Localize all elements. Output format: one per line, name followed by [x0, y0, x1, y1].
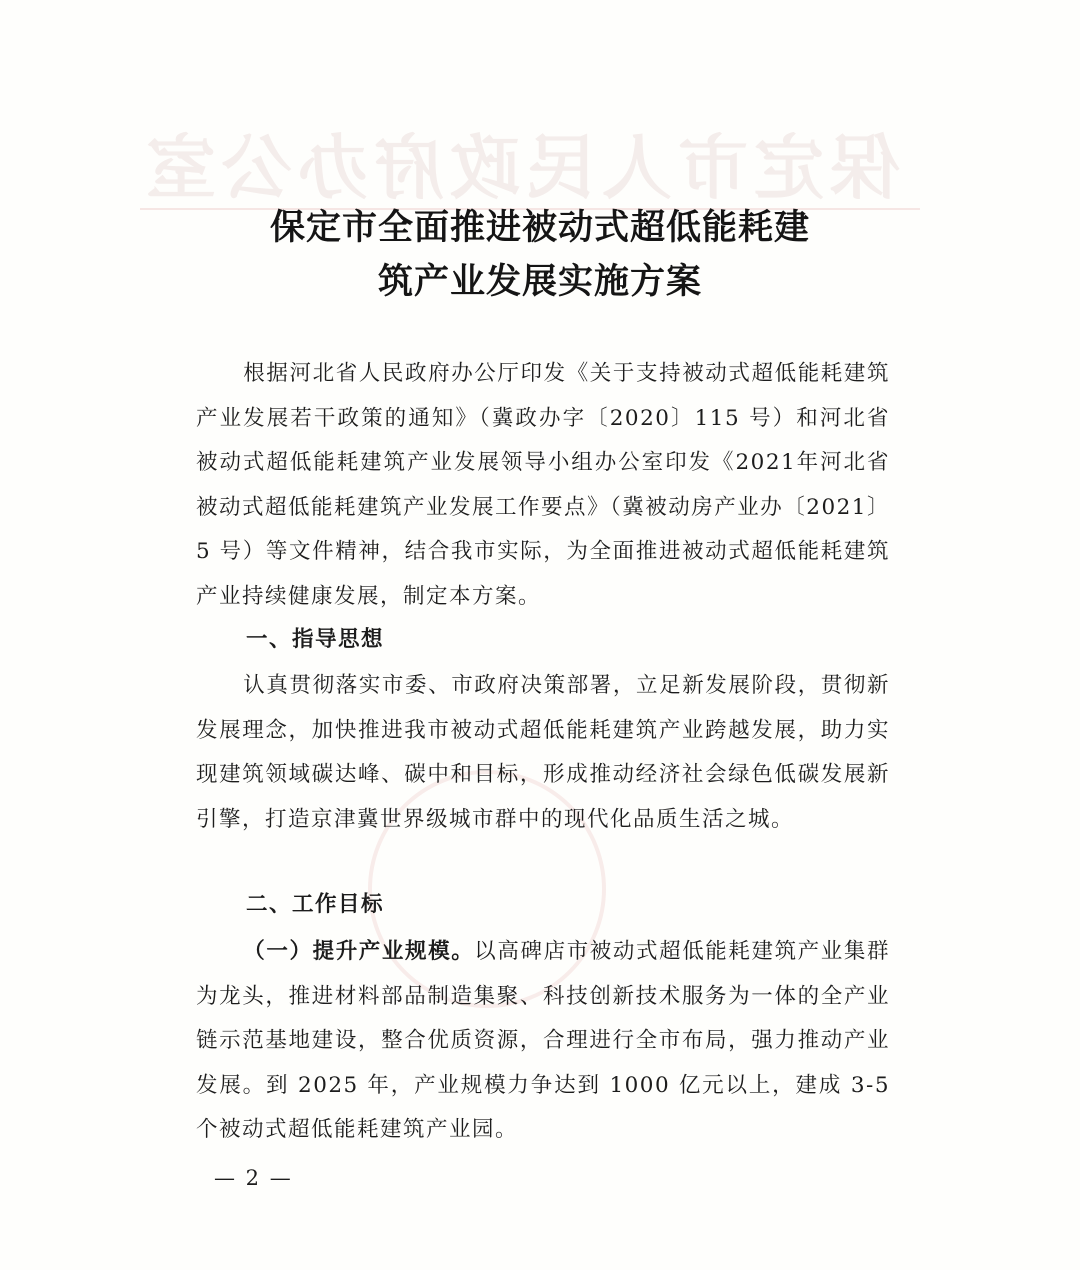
page-number: — 2 — — [214, 1166, 293, 1190]
reverse-side-bleed-through: 保定市人民政府办公室 — [140, 126, 900, 209]
document-title-line1: 保定市全面推进被动式超低能耗建 — [269, 208, 810, 248]
intro-paragraph: 根据河北省人民政府办公厅印发《关于支持被动式超低能耗建筑产业发展若干政策的通知》（冀政办字〔2020〕115 号）和河北省被动式超低能耗建筑产业发展领导小组办公室印发《2021年河北省被动式超低能耗建筑产业发展工作要点》（冀被动房产业办〔2021〕5 号）等文件精神，结合我市实际，为全面推进被动式超低能耗建筑产业持续健康发展，制定本方案。 — [196, 361, 890, 609]
section1-body: 认真贯彻落实市委、市政府决策部署，立足新发展阶段，贯彻新发展理念，加快推进我市被动式超低能耗建筑产业跨越发展，助力实现建筑领域碳达峰、碳中和目标，形成推动经济社会绿色低碳发展新引擎，打造京津冀世界级城市群中的现代化品质生活之城。 — [196, 673, 890, 832]
document-title-line2: 筑产业发展实施方案 — [377, 262, 702, 302]
section1-heading: 一、指导思想 — [246, 627, 385, 652]
section2-item1-lead: （一）提升产业规模。 — [243, 939, 475, 964]
section2-item1-body: 以高碑店市被动式超低能耗建筑产业集群为龙头，推进材料部品制造集聚、科技创新技术服务为一体的全产业链示范基地建设，整合优质资源，合理进行全市布局，强力推动产业发展。到 2025 年，产业规模力争达到 1000 亿元以上，建成 3-5 个被动式超低能耗建筑产业园。 — [196, 939, 890, 1142]
section2-heading: 二、工作目标 — [246, 892, 385, 917]
section2-item1 — [196, 930, 890, 1153]
